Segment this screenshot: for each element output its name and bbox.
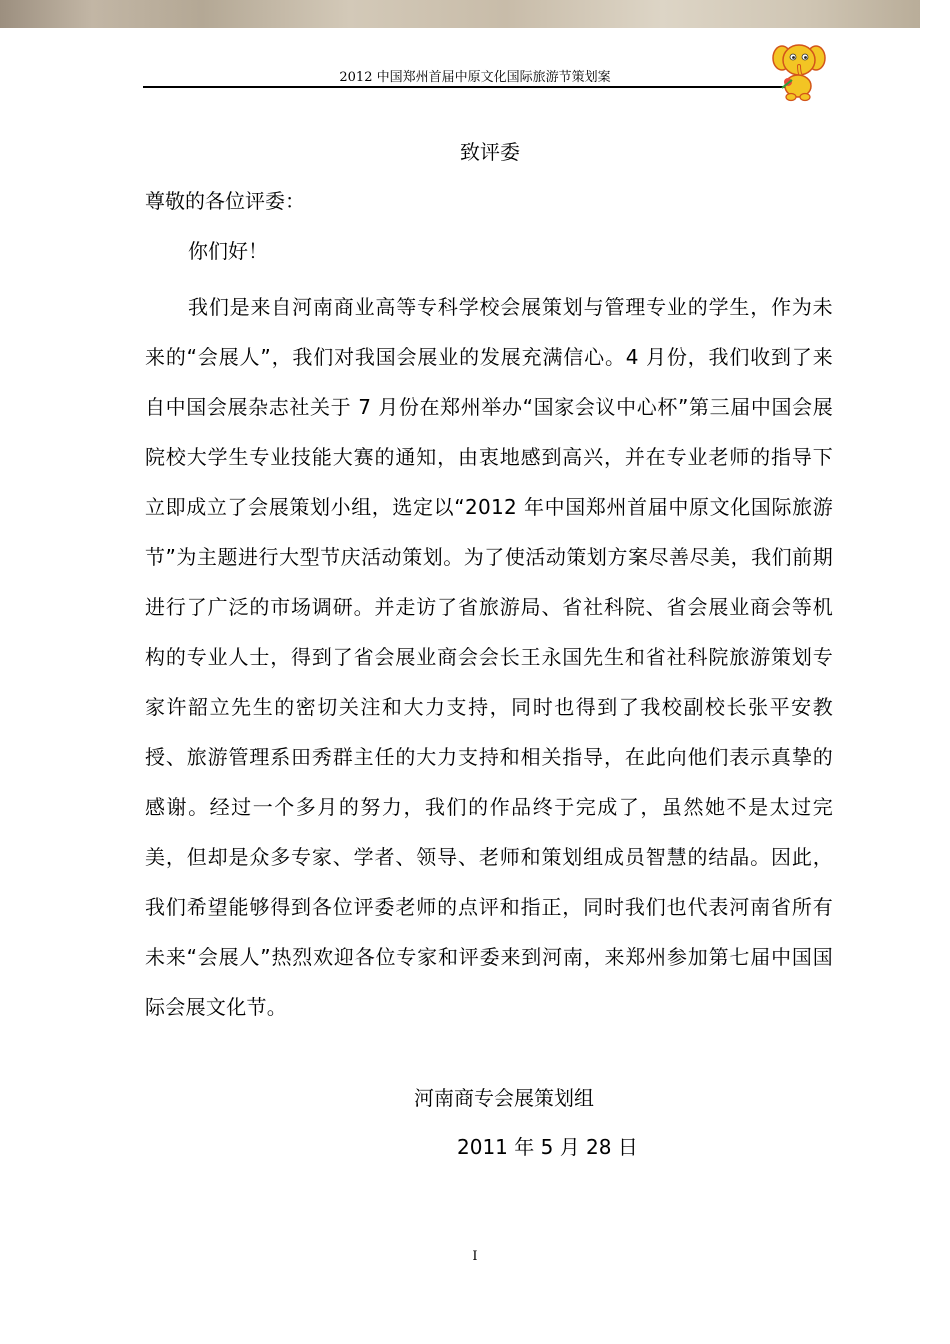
signature-organization: 河南商专会展策划组 <box>414 1086 594 1110</box>
header-banner-image <box>0 0 920 28</box>
letter-body: 我们是来自河南商业高等专科学校会展策划与管理专业的学生，作为未来的“会展人”，我们对我国会展业的发展充满信心。4 月份，我们收到了来自中国会展杂志社关于 7 月份在郑州举办“国家会议中心杯”第三届中国会展院校大学生专业技能大赛的通知，由衷地感到高兴，并在专业老师的指导下立即成立了会展策划小组，选定以“2012 年中国郑州首届中原文化国际旅游节”为主题进行大型节庆活动策划。为了使活动策划方案尽善尽美，我们前期进行了广泛的市场调研。并走访了省旅游局、省社科院、省会展业商会等机构的专业人士，得到了省会展业商会会长王永国先生和省社科院旅游策划专家许韶立先生的密切关注和大力支持，同时也得到了我校副校长张平安教授、旅游管理系田秀群主任的大力支持和相关指导，在此向他们表示真挚的感谢。经过一个多月的努力，我们的作品终于完成了，虽然她不是太过完美，但却是众多专家、学者、领导、老师和策划组成员智慧的结晶。因此，我们希望能够得到各位评委老师的点评和指正，同时我们也代表河南省所有未来“会展人”热烈欢迎各位专家和评委来到河南，来郑州参加第七届中国国际会展文化节。 <box>145 295 833 1019</box>
elephant-mascot-icon <box>772 38 830 102</box>
signature-date: 2011 年 5 月 28 日 <box>457 1135 638 1159</box>
document-title: 致评委 <box>460 140 520 164</box>
page-number: I <box>472 1249 478 1264</box>
salutation: 尊敬的各位评委： <box>145 189 305 213</box>
header-title: 2012 中国郑州首届中原文化国际旅游节策划案 <box>339 70 611 85</box>
header-divider <box>143 86 785 88</box>
greeting: 你们好！ <box>188 239 268 263</box>
